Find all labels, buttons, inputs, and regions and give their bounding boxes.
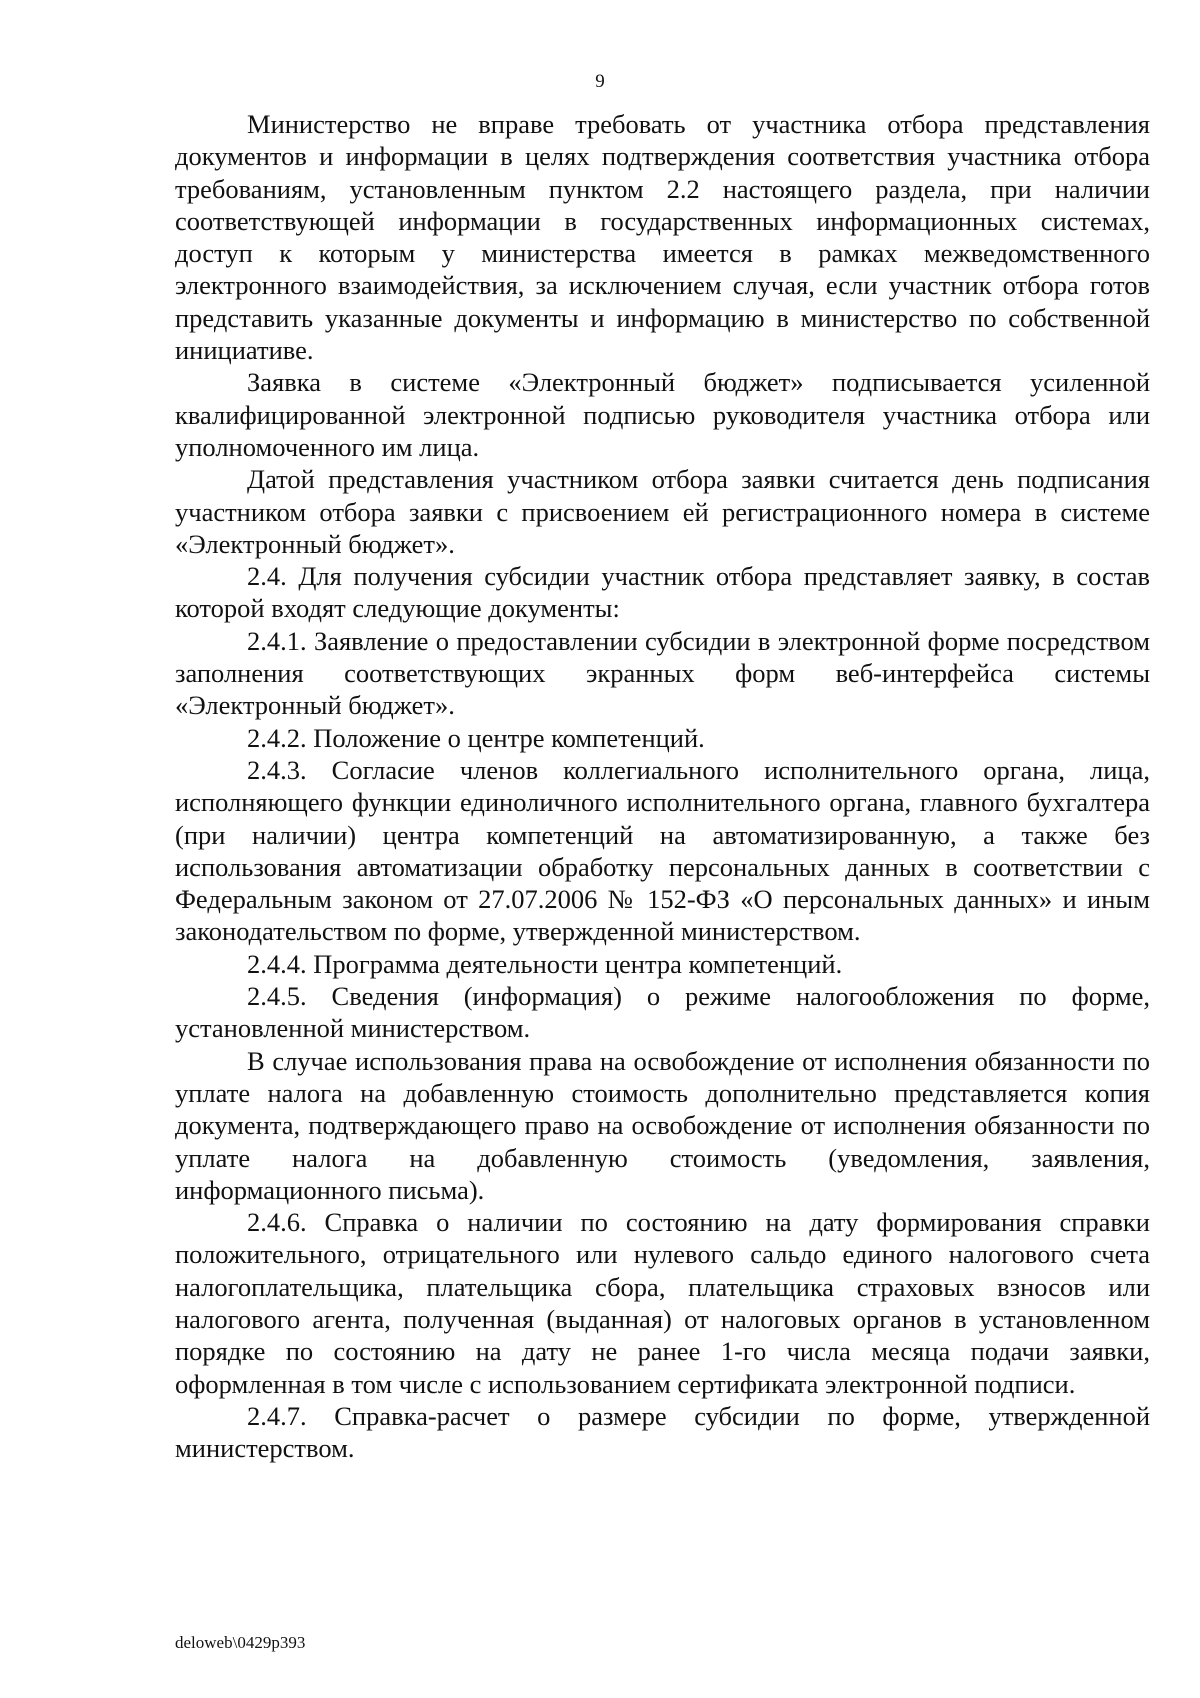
paragraph-2-4-1: 2.4.1. Заявление о предоставлении субсидии в электронной форме посредством заполнения соответствующих экранных форм веб-интерфейса системы «Электронный бюджет».	[175, 625, 1150, 721]
paragraph-2-4-4: 2.4.4. Программа деятельности центра компетенций.	[247, 948, 843, 979]
paragraph-2-4-7: 2.4.7. Справка-расчет о размере субсидии по форме, утвержденной министерством.	[175, 1400, 1150, 1464]
paragraph-ministry-documents: Министерство не вправе требовать от участника отбора представления документов и информации в целях подтверждения соответствия участника отбора требованиям, установленным пунктом 2.2 настоящего раздела, при наличии соответствующей информации в государственных информационных системах, доступ к которым у министерства имеется в рамках межведомственного электронного взаимодействия, за исключением случая, если участник отбора готов представить указанные документы и информацию в министерство по собственной инициативе.	[175, 109, 1150, 366]
paragraph-2-4-5: 2.4.5. Сведения (информация) о режиме налогообложения по форме, установленной министерством.	[175, 981, 1150, 1044]
page-number: 9	[595, 71, 605, 92]
paragraph-2-4-2: 2.4.2. Положение о центре компетенций.	[247, 722, 705, 753]
paragraph-2-4-6: 2.4.6. Справка о наличии по состоянию на дату формирования справки положительного, отрицательного или нулевого сальдо единого налогового счета налогоплательщика, плательщика сбора, плательщика страховых взносов или налогового агента, полученная (выданная) от налоговых органов в установленном порядке по состоянию на дату не ранее 1-го числа месяца подачи заявки, оформленная в том числе с использованием сертификата электронной подписи.	[175, 1207, 1150, 1399]
paragraph-submission-date: Датой представления участником отбора заявки считается день подписания участником отбора заявки с присвоением ей регистрационного номера в системе «Электронный бюджет».	[175, 464, 1150, 559]
paragraph-vat-exemption: В случае использования права на освобождение от исполнения обязанности по уплате налога на добавленную стоимость дополнительно представляется копия документа, подтверждающего право на освобождение от исполнения обязанности по уплате налога на добавленную стоимость (уведомления, заявления, информационного письма).	[175, 1045, 1150, 1205]
paragraph-application-signature: Заявка в системе «Электронный бюджет» подписывается усиленной квалифицированной электронной подписью руководителя участника отбора или уполномоченного им лица.	[175, 367, 1150, 462]
paragraph-2-4: 2.4. Для получения субсидии участник отбора представляет заявку, в состав которой входят следующие документы:	[175, 561, 1150, 624]
document-footer-code: deloweb\0429p393	[175, 1633, 306, 1652]
document-body	[175, 108, 1150, 1464]
paragraph-2-4-3: 2.4.3. Согласие членов коллегиального исполнительного органа, лица, исполняющего функции единоличного исполнительного органа, главного бухгалтера (при наличии) центра компетенций на автоматизированную, а также без использования автоматизации обработку персональных данных в соответствии с Федеральным законом от 27.07.2006 № 152-ФЗ «О персональных данных» и иным законодательством по форме, утвержденной министерством.	[175, 754, 1150, 947]
